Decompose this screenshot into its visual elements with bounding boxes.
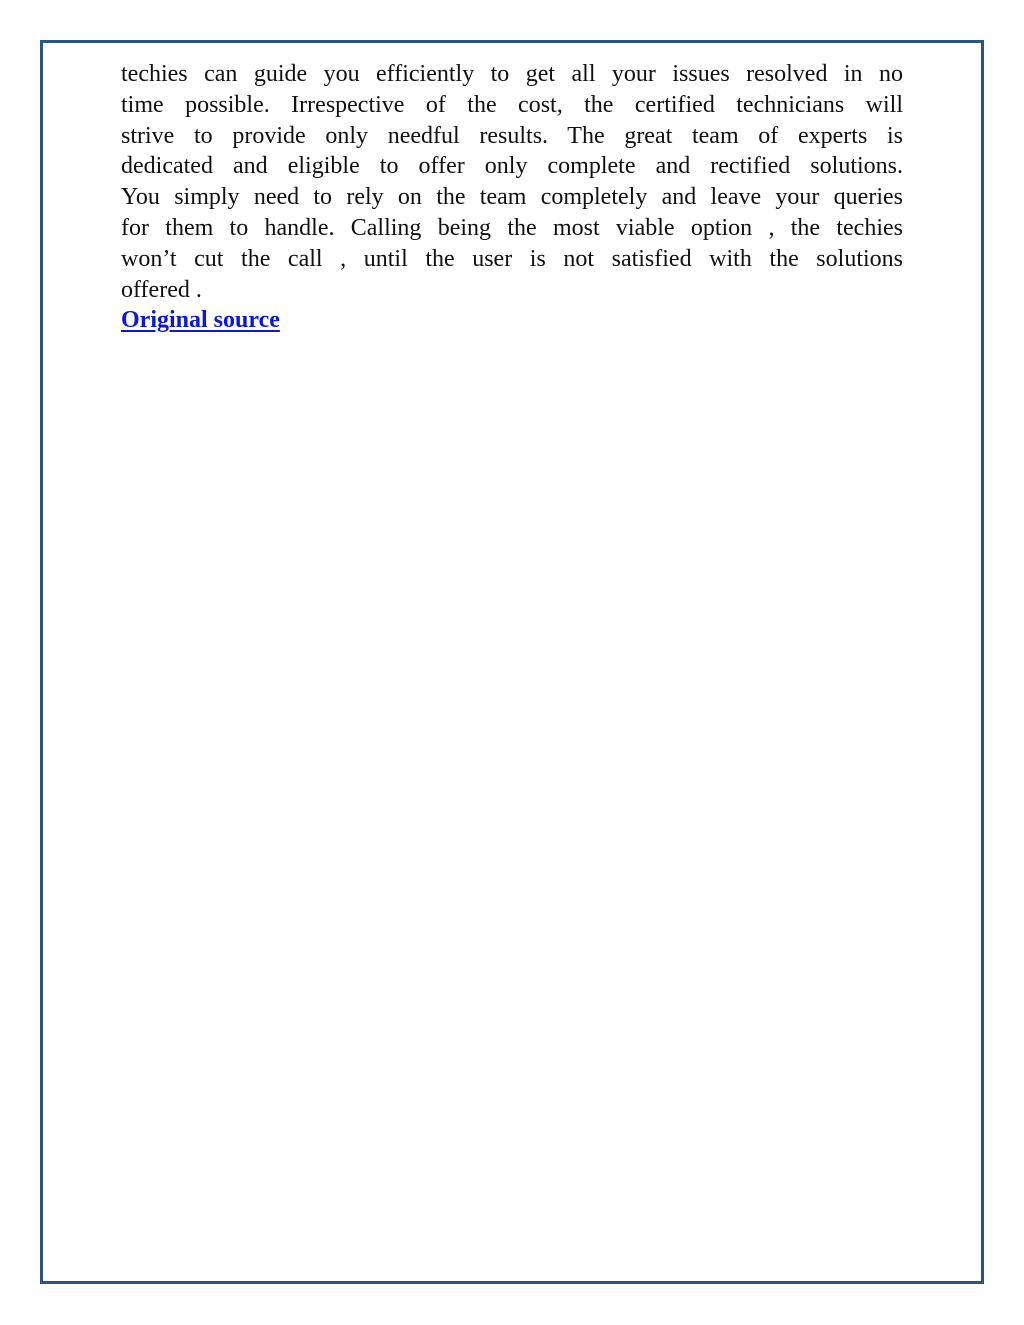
paragraph-line-8: offered . (121, 276, 202, 303)
paragraph-line-7: won’t cut the call , until the user is not satisfied with the solutions (121, 245, 903, 272)
original-source-link[interactable]: Original source (121, 307, 280, 334)
paragraph-line-3: strive to provide only needful results. The great team of experts is (121, 122, 903, 149)
body-paragraph (121, 59, 903, 305)
paragraph-line-4: dedicated and eligible to offer only complete and rectified solutions. (121, 153, 903, 180)
paragraph-line-5: You simply need to rely on the team completely and leave your queries (121, 184, 903, 211)
paragraph-line-6: for them to handle. Calling being the most viable option , the techies (121, 214, 903, 241)
document-content (121, 59, 903, 336)
paragraph-line-2: time possible. Irrespective of the cost, the certified technicians will (121, 91, 903, 118)
paragraph-line-1: techies can guide you efficiently to get all your issues resolved in no (121, 61, 903, 87)
